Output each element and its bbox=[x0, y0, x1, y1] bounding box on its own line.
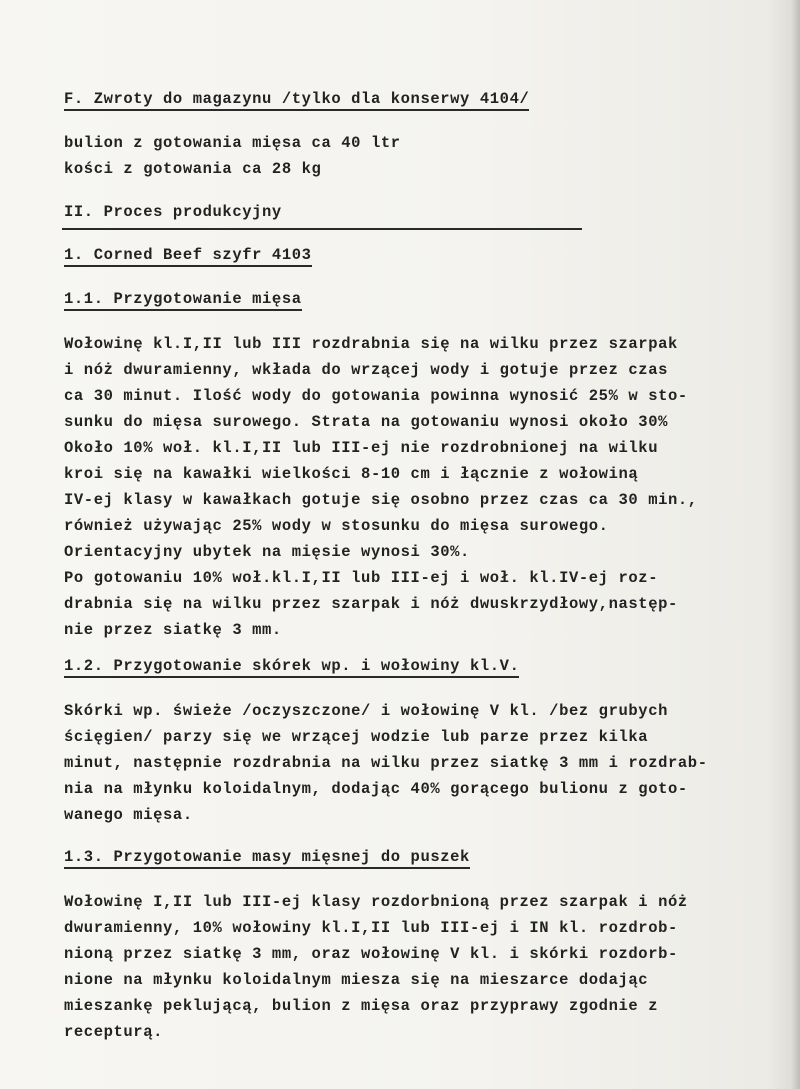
text-line: recepturą. bbox=[64, 1023, 164, 1041]
text-line: Około 10% woł. kl.I,II lub III-ej nie rozdrobnionej na wilku bbox=[64, 439, 659, 457]
text-line: mieszankę peklującą, bulion z mięsa oraz przyprawy zgodnie z bbox=[64, 997, 659, 1015]
text-line: Orientacyjny ubytek na mięsie wynosi 30%. bbox=[64, 543, 470, 561]
text-line: drabnia się na wilku przez szarpak i nóż dwuskrzydłowy,następ- bbox=[64, 595, 678, 613]
text-line: Wołowinę I,II lub III-ej klasy rozdorbnioną przez szarpak i nóż bbox=[64, 893, 688, 911]
text-line: nione na młynku koloidalnym miesza się na mieszarce dodając bbox=[64, 971, 649, 989]
text-line: Po gotowaniu 10% woł.kl.I,II lub III-ej i woł. kl.IV-ej roz- bbox=[64, 569, 659, 587]
text-line: bulion z gotowania mięsa ca 40 ltr bbox=[64, 134, 401, 152]
text-line: Wołowinę kl.I,II lub III rozdrabnia się na wilku przez szarpak bbox=[64, 335, 678, 353]
page-edge-shadow bbox=[790, 0, 800, 1089]
section-1-1-heading: 1.1. Przygotowanie mięsa bbox=[64, 290, 302, 311]
text-line: IV-ej klasy w kawałkach gotuje się osobno przez czas ca 30 min., bbox=[64, 491, 698, 509]
section-ii-heading: II. Proces produkcyjny bbox=[64, 203, 282, 221]
section-1-2-heading: 1.2. Przygotowanie skórek wp. i wołowiny kl.V. bbox=[64, 657, 519, 678]
text-line: nioną przez siatkę 3 mm, oraz wołowinę V kl. i skórki rozdorb- bbox=[64, 945, 678, 963]
divider-rule bbox=[62, 228, 582, 230]
text-line: minut, następnie rozdrabnia na wilku przez siatkę 3 mm i rozdrab- bbox=[64, 754, 708, 772]
text-line: wanego mięsa. bbox=[64, 806, 193, 824]
text-line: dwuramienny, 10% wołowiny kl.I,II lub III-ej i IN kl. rozdrob- bbox=[64, 919, 678, 937]
text-line: kroi się na kawałki wielkości 8-10 cm i łącznie z wołowiną bbox=[64, 465, 639, 483]
section-f-heading: F. Zwroty do magazynu /tylko dla konserwy 4104/ bbox=[64, 90, 529, 111]
text-line: kości z gotowania ca 28 kg bbox=[64, 160, 322, 178]
text-line: ścięgien/ parzy się we wrzącej wodzie lub parze przez kilka bbox=[64, 728, 649, 746]
text-line: ca 30 minut. Ilość wody do gotowania powinna wynosić 25% w sto- bbox=[64, 387, 688, 405]
section-1-heading: 1. Corned Beef szyfr 4103 bbox=[64, 246, 312, 267]
text-line: i nóż dwuramienny, wkłada do wrzącej wody i gotuje przez czas bbox=[64, 361, 668, 379]
text-line: nia na młynku koloidalnym, dodając 40% gorącego bulionu z goto- bbox=[64, 780, 688, 798]
text-line: sunku do mięsa surowego. Strata na gotowaniu wynosi około 30% bbox=[64, 413, 668, 431]
text-line: również używając 25% wody w stosunku do mięsa surowego. bbox=[64, 517, 609, 535]
text-line: Skórki wp. świeże /oczyszczone/ i wołowinę V kl. /bez grubych bbox=[64, 702, 668, 720]
text-line: nie przez siatkę 3 mm. bbox=[64, 621, 282, 639]
section-1-3-heading: 1.3. Przygotowanie masy mięsnej do puszek bbox=[64, 848, 470, 869]
